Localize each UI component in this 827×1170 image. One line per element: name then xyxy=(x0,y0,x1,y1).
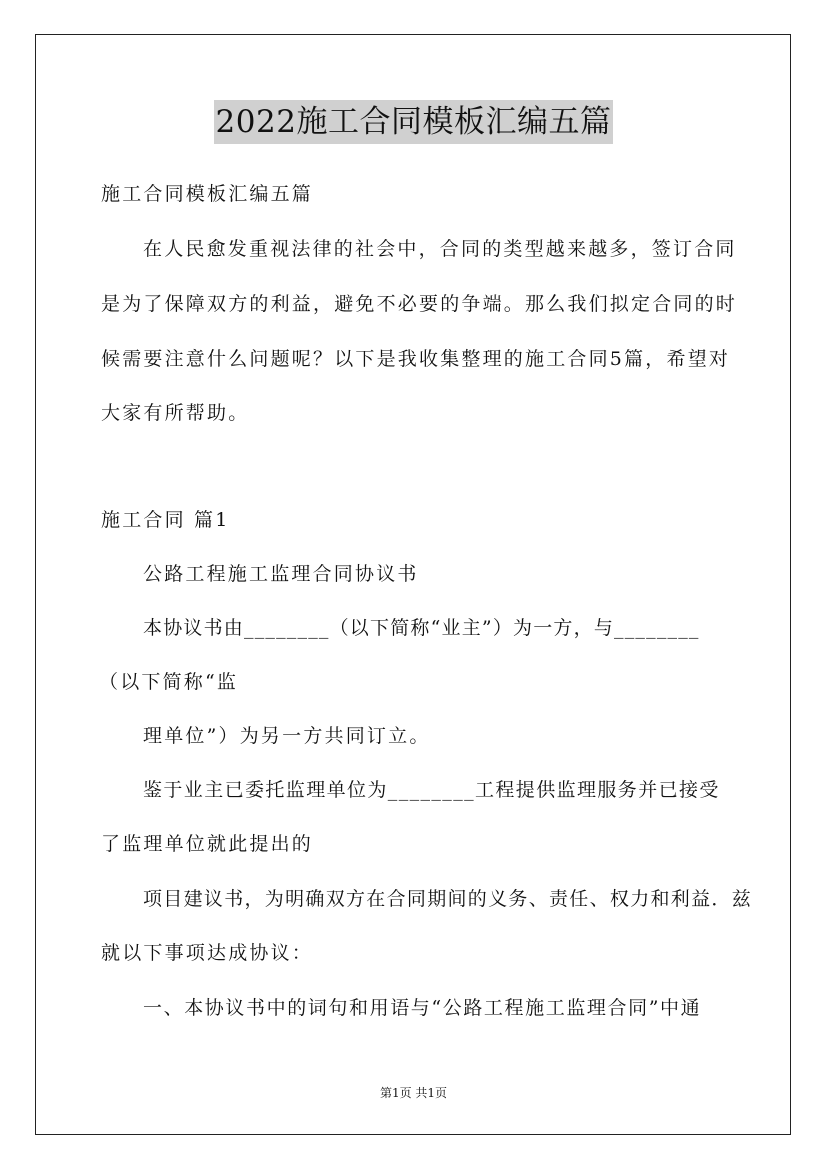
paragraph-line: 鉴于业主已委托监理单位为________工程提供监理服务并已接受 xyxy=(143,779,720,801)
document-title: 2022施工合同模板汇编五篇 xyxy=(214,100,614,144)
paragraph-line: 本协议书由________（以下简称“业主”）为一方，与________ xyxy=(143,617,700,639)
intro-line-1: 在人民愈发重视法律的社会中，合同的类型越来越多，签订合同 xyxy=(143,238,737,260)
paragraph-line: 了监理单位就此提出的 xyxy=(101,833,314,855)
paragraph-line: （以下简称“监 xyxy=(99,671,239,693)
agreement-title: 公路工程施工监理合同协议书 xyxy=(143,563,419,585)
intro-line-3: 候需要注意什么问题呢？以下是我收集整理的施工合同5篇，希望对 xyxy=(101,348,731,370)
paragraph-line: 一、本协议书中的词句和用语与“公路工程施工监理合同”中通 xyxy=(143,997,702,1019)
paragraph-line: 就以下事项达成协议： xyxy=(101,942,314,964)
document-title-block xyxy=(0,100,827,144)
paragraph-line: 项目建议书，为明确双方在合同期间的义务、责任、权力和利益．兹 xyxy=(143,888,753,910)
page-footer: 第1页 共1页 xyxy=(379,1086,448,1100)
intro-line-4: 大家有所帮助。 xyxy=(101,402,250,424)
section-heading: 施工合同 篇1 xyxy=(101,509,230,531)
intro-line-2: 是为了保障双方的利益，避免不必要的争端。那么我们拟定合同的时 xyxy=(101,293,738,315)
subtitle: 施工合同模板汇编五篇 xyxy=(101,183,314,205)
paragraph-line: 理单位”）为另一方共同订立。 xyxy=(143,725,431,747)
